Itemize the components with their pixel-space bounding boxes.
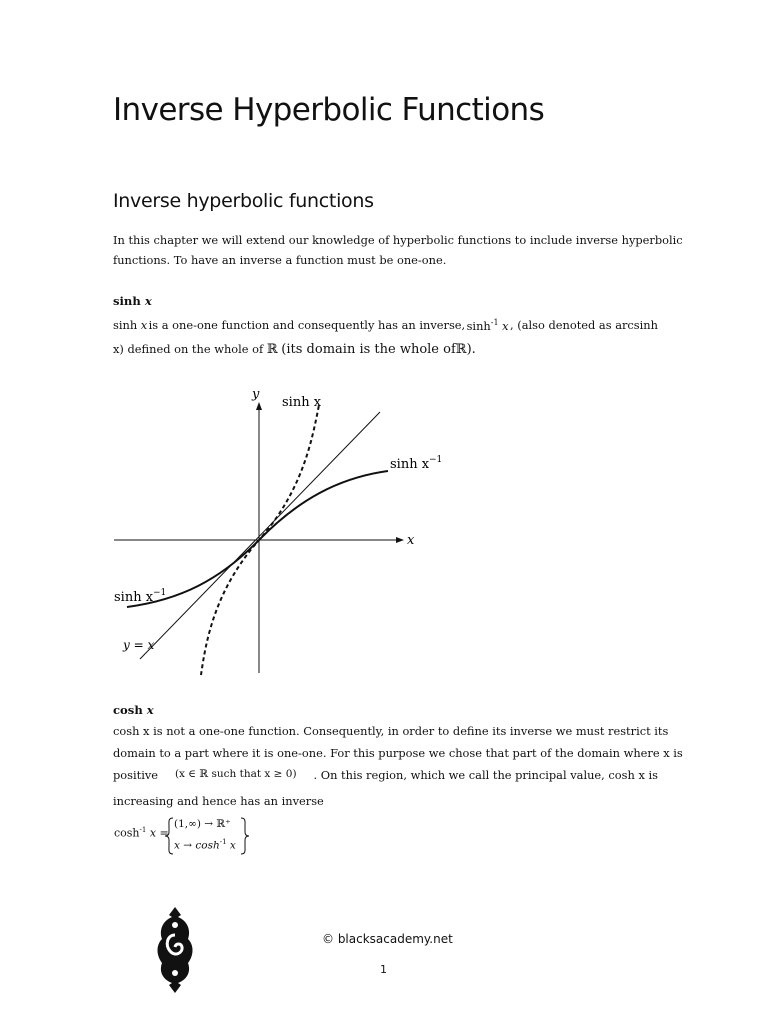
sinh-inverse-notation — [467, 318, 509, 333]
formula-row2-text: x → cosh — [174, 839, 220, 852]
cosh-heading — [113, 703, 154, 717]
sinh-heading-var: x — [144, 294, 152, 308]
sinh-curve-label: sinh x — [282, 395, 322, 410]
cosh-line-1: cosh x is not a one-one function. Consequently, in order to define its inverse we must restrict its — [113, 724, 669, 738]
sinh-heading — [113, 294, 152, 308]
formula-lhs-var: x = — [149, 826, 169, 840]
reals-symbol: ℝ — [266, 342, 278, 357]
formula-lhs-fn: cosh — [114, 826, 140, 840]
sinh-inverse-fn: sinh — [466, 318, 491, 333]
sinh-inverse-graph — [0, 380, 768, 680]
arcsinh-right-label: sinh x — [390, 457, 430, 472]
cosh-line-4: increasing and hence has an inverse — [113, 794, 324, 808]
intro-line-1: In this chapter we will extend our knowledge of hyperbolic functions to include inverse hyperbolic — [113, 233, 683, 247]
sinh-line2-close: ). — [466, 342, 476, 357]
left-brace — [165, 818, 173, 854]
cosh-line3-positive: positive — [113, 768, 159, 782]
reals-symbol-2: ℝ — [455, 342, 467, 357]
cosh-heading-var: x — [146, 703, 154, 717]
sinh-fn: sinh — [113, 318, 138, 332]
arcsinh-curve — [127, 471, 388, 607]
sinh-line1-text: is a one-one function and consequently has an inverse, — [148, 318, 466, 332]
right-brace — [241, 818, 249, 854]
sinh-line2-domain: (its domain is the whole of — [281, 342, 456, 357]
formula-row2-var: x — [229, 839, 236, 852]
arcsinh-left-sup: −1 — [153, 588, 167, 598]
page-number: 1 — [380, 963, 387, 976]
formula-row-1: (1,∞) → ℝ⁺ — [174, 818, 231, 830]
cosh-line-3 — [113, 768, 658, 782]
identity-label: y = x — [123, 638, 155, 652]
page-title: Inverse Hyperbolic Functions — [113, 92, 545, 128]
cosh-heading-text: cosh — [113, 703, 143, 717]
sinh-paragraph-line-1 — [113, 318, 658, 333]
cosh-line-2: domain to a part where it is one-one. For this purpose we chose that part of the domain where x is — [113, 746, 683, 760]
sinh-line1-tail: , (also denoted as arcsinh — [510, 318, 658, 332]
sinh-inverse-sup: -1 — [490, 318, 499, 327]
arcsinh-right-sup: −1 — [429, 455, 443, 465]
y-axis-label: y — [252, 387, 260, 402]
sinh-inverse-var: x — [502, 318, 509, 333]
formula-row-2 — [174, 838, 236, 852]
sinh-var: x — [140, 318, 148, 332]
formula-lhs-sup: -1 — [139, 826, 147, 834]
y-axis-arrow — [256, 402, 262, 410]
intro-line-2: functions. To have an inverse a function must be one-one. — [113, 253, 447, 267]
sinh-line2-text: x) defined on the whole of — [113, 342, 264, 356]
sinh-heading-text: sinh — [113, 294, 141, 308]
cosh-line3-condition: (x ∈ ℝ such that x ≥ 0) — [174, 768, 297, 780]
x-axis-label: x — [407, 533, 415, 548]
x-axis-arrow — [396, 537, 404, 543]
sinh-line1-lead — [113, 318, 147, 333]
arcsinh-left-label: sinh x — [114, 590, 154, 605]
formula-lhs — [114, 826, 169, 840]
footer-site: © blacksacademy.net — [322, 932, 453, 946]
sinh-paragraph-line-2 — [113, 342, 658, 357]
section-heading: Inverse hyperbolic functions — [113, 190, 374, 212]
identity-line — [140, 412, 380, 659]
cosh-line3-tail: . On this region, which we call the principal value, cosh x is — [313, 768, 658, 782]
formula-row2-sup: -1 — [219, 838, 227, 846]
blacksacademy-logo-icon — [150, 905, 200, 995]
